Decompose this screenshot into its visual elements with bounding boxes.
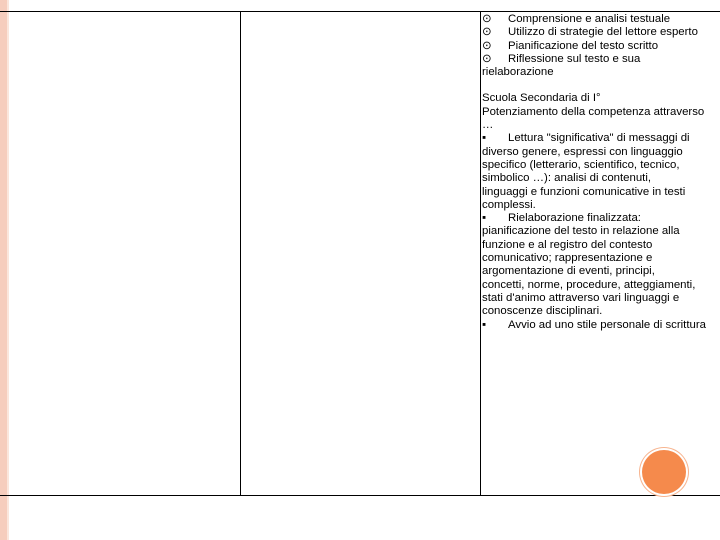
decorative-orange-circle <box>642 450 686 494</box>
intro-ellipsis: … <box>482 119 494 132</box>
goal-item-2: ⊙ Utilizzo di strategie del lettore esperto <box>482 26 698 39</box>
point-2-line: comunicativo; rappresentazione e <box>482 252 653 265</box>
circle-bullet-icon: ⊙ <box>482 26 492 39</box>
point-2-line: funzione e al registro del contesto <box>482 238 653 251</box>
point-2-line: stati d'animo attraverso vari linguaggi e <box>482 291 680 304</box>
point-1-line: simbolico …): analisi di contenuti, <box>482 172 652 185</box>
goal-item-4-continued: rielaborazione <box>482 66 554 79</box>
point-2-line: conoscenze disciplinari. <box>482 305 603 318</box>
goal-item-3: ⊙ Pianificazione del testo scritto <box>482 39 659 52</box>
table-cell-text <box>482 13 719 332</box>
intro-text: Potenziamento della competenza attraverso <box>482 105 705 118</box>
point-1-line: complessi. <box>482 198 536 211</box>
point-1-line: diverso genere, espressi con linguaggio <box>482 145 683 158</box>
goal-item-4: ⊙ Riflessione sul testo e sua <box>482 52 641 65</box>
square-bullet-icon: ▪ <box>482 318 487 331</box>
point-2-head: ▪ Rielaborazione finalizzata: <box>482 212 641 225</box>
point-1-line: linguaggi e funzioni comunicative in testi <box>482 185 686 198</box>
point-1-line: specifico (letterario, scientifico, tecnico, <box>482 158 680 171</box>
point-3-head: ▪ Avvio ad uno stile personale di scrittura <box>482 318 706 331</box>
square-bullet-icon: ▪ <box>482 212 487 225</box>
circle-bullet-icon: ⊙ <box>482 39 492 52</box>
point-2-line: argomentazione di eventi, principi, <box>482 265 655 278</box>
school-level: Scuola Secondaria di I° <box>482 92 601 105</box>
goal-item-1: ⊙ Comprensione e analisi testuale <box>482 13 671 25</box>
point-1-head: ▪ Lettura "significativa" di messaggi di <box>482 132 690 145</box>
table-column-divider-1 <box>240 11 241 496</box>
circle-bullet-icon: ⊙ <box>482 52 492 65</box>
point-2-line: concetti, norme, procedure, atteggiamenti, <box>482 278 696 291</box>
square-bullet-icon: ▪ <box>482 132 487 145</box>
circle-bullet-icon: ⊙ <box>482 13 492 25</box>
point-2-line: pianificazione del testo in relazione alla <box>482 225 680 238</box>
table-column-divider-2 <box>480 11 481 496</box>
